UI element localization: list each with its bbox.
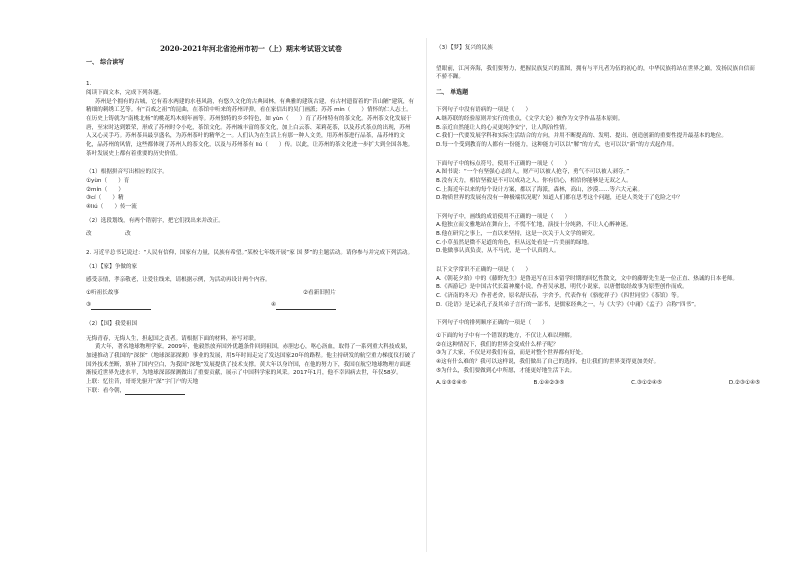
option: C.上海近年以来的每个设计方案，都以了海派，森林，高山，沙漠……等六大元素。 bbox=[436, 186, 644, 193]
activity-blanks bbox=[86, 301, 416, 310]
question-1-sub1: （1）根据拼音写出相应的汉字。 bbox=[86, 169, 168, 176]
pinyin-item: ④liú（ ）传一流 bbox=[86, 203, 137, 210]
couplet-second bbox=[86, 387, 416, 396]
sentence-item: ⑤为什么，我们要做到心中所愿，才能更好地生活下去。 bbox=[436, 367, 576, 374]
question-2: 2. 习近平总书记说过：“人民有信仰，国家有力量，民族有希望。”某校七年级开展“家 国 梦”的主题活动。请你参与并完成下列活动。 bbox=[86, 249, 414, 256]
activity-item: ②看新旧照片 bbox=[303, 289, 336, 296]
question-1-intro: 阅读下面文本，完成下列各题。 bbox=[86, 89, 165, 96]
option: C.小草虽然是微不足道的角色，但从远处看是一片美丽的绿地。 bbox=[436, 239, 593, 246]
section-heading-2: 二、 单选题 bbox=[436, 88, 469, 96]
page-title: 2020-2021年河北省沧州市初一（上）期末考试语文试卷 bbox=[160, 44, 342, 53]
reading-passage: 苏州是个拥有的古城，它有着水两建的水巷风韵，有悠久文化的古典园林，有典雅的建筑古建，有古村遗留着的“昔山陋”建筑，有精细的刺绣工艺等。有“百戏之祖”的昆曲，在茶馆中听来的苏州评弹，看在家信出的吴门画派；苏苏 mín（ ）情怀的仁人志士。在历史上铸就为“南桃北杨”的桃花坞木刻年画等。苏州独特的乡乡特色，如 yùn（ ）育了苏州特有的茶文化。苏州茶文化发展于唐，至宋时达到繁荣，形成了苏州时令小吃，茶馆文化。苏州城丰富的茶文化，加上白云茶、茉莉花茶，以及苏式茶点的出现，苏州人又心灵手巧。苏州茶具最享盛名，为苏州茶叶的精华之一。人们认为在生活上有那一种人文美，用苏州茶进行品茶，品苏州的文化，品苏州的风情，这些都体现了苏州人的茶文化，以及与苏州茶有 liú（ ）传。以此，让苏州的茶文化进一步扩大到全国各地。 bbox=[86, 98, 415, 148]
option: D.每一个受到教育的人都有一份能力，这种能力可以以“解”的方式，也可以以“新”的方式起作用。 bbox=[436, 141, 678, 148]
left-column bbox=[86, 44, 416, 395]
sentence-item: ③为了大家，不仅是对我们有益，而是对整个世界都有好处。 bbox=[436, 350, 587, 357]
sentence-item: ④这有什么难的？我可以这样说，我们做出了自己的选择，也让我们的世界变得更加美好。 bbox=[436, 359, 660, 366]
question-3: 下列句子中没有语病的一项是（ ） bbox=[436, 107, 532, 114]
answer-blank[interactable] bbox=[276, 304, 336, 310]
option: A.《朝花夕拾》中的《藤野先生》是鲁迅写在日本留学时期的回忆性散文，文中的藤野先生是一位正直、热诚的日本老师。 bbox=[436, 275, 738, 282]
question-1-sub2: （2）选段划线，有两个错别字，把它们找出来并改正。 bbox=[86, 218, 224, 225]
option: D.物质世界的发展有没有一种极端状况呢？知道人们都在思考这个问题，还是人类处于了危险之中？ bbox=[436, 195, 683, 202]
option: C.③①②④⑤ bbox=[631, 380, 662, 387]
activity-item: ③ bbox=[86, 302, 92, 309]
activity-item: ①听祖长故事 bbox=[86, 289, 119, 296]
question-4: 下面句子中的标点符号，使用不正确的一项是（ ） bbox=[436, 160, 571, 167]
question-2-sub1-text: 感受亲情，孝亲敬老，让爱往线来，请根据示例，为活动再设计两个内容。 bbox=[86, 277, 271, 284]
column-divider bbox=[426, 38, 427, 552]
question-5: 下列句子中，画线的成语使用不正确的一项是（ ） bbox=[436, 213, 571, 220]
question-1-number: 1. bbox=[86, 81, 92, 88]
couplet-second-label: 下联：看今朝， bbox=[86, 387, 126, 394]
sentence-item: ②在这种情况下，我们的世界会变成什么样子呢？ bbox=[436, 341, 559, 348]
option: B.《西游记》是中国古代长篇神魔小说，作者吴承恩，明代小说家，以唐僧取经故事为原型创作而成。 bbox=[436, 284, 688, 291]
material-paragraph: 黄大年，著名地球物理学家。2009年，他毅然放弃国外优越条件回到祖国，赤胆忠心，呕心沥血，取得了一系列重大科技成果，加速推动了我国的“深探”（地球深部探测）事业的发展，用5年时间走完了发达国家20年的路程。他主持研发的航空重力梯度仪打破了国外技术垄断，填补了国内空白，为我国“深地”发展提供了技术支撑。黄大年以身许国，在他的努力下，我国在航空地球物理方面逐渐接近世界先进水平，为地球深部探测做出了重要贡献，展示了中国科学家的风采。2017年1月，他不幸因病去世，年仅58岁。 bbox=[86, 344, 416, 377]
question-2-sub3: （3）【梦】复兴的民族 bbox=[436, 45, 493, 51]
option: B.①④②③⑤ bbox=[533, 380, 565, 387]
option: A.图书说：“一个有坚强心志的人，财产可以被人抢夺，勇气不可以被人剥夺。” bbox=[436, 169, 630, 176]
question-7: 下列句子中的排列顺序正确的一项是（ ） bbox=[436, 320, 548, 327]
question-2-sub3-text: 望眼前，江河奔海，我们要努力，把握民族复兴的蓝图，拥有与平凡者为伍的初心的，中华民族将站在世界之巅，发扬民族自信而不骄不躁。 bbox=[436, 65, 755, 81]
pinyin-item: ①yùn（ ）育 bbox=[86, 177, 130, 184]
question-6: 以下文学常识不正确的一项是（ ） bbox=[436, 267, 532, 274]
correction-blanks: 改 改 bbox=[86, 231, 131, 238]
pinyin-item: ③cí（ ）精 bbox=[86, 195, 124, 202]
option: A.他独立而文雅地站在舞台上，不慌不忙地，演技十分纯熟，不让人心醉神迷。 bbox=[436, 222, 632, 229]
couplet-first: 上联：忆往昔，哥哥先驱开“深”字门户的天地 bbox=[86, 379, 199, 386]
question-2-sub2-text: 无悔青春，无悔人生，担起国之责者。请根据下面的材料，补写对联。 bbox=[86, 335, 260, 342]
answer-blank[interactable] bbox=[91, 304, 151, 310]
sentence-item: ①下面的句子中有一个错误的地方，不仅让人难以理解。 bbox=[436, 333, 576, 340]
activity-item: ④ bbox=[270, 302, 276, 309]
option: D.他做事认真负责，从不马虎，是一个认真的人。 bbox=[436, 248, 560, 255]
option: B.没有天力，相信坚毅是不可以成功之人。你有信心，相信你能够是无双之人。 bbox=[436, 177, 632, 184]
option: B.他在研究之事上，一直以来坚持，这是一次关于人文学的研究。 bbox=[436, 231, 599, 238]
answer-blank[interactable] bbox=[125, 389, 185, 395]
option: D.②③①④⑤ bbox=[728, 380, 760, 387]
section-heading-1: 一、 综合读写 bbox=[86, 59, 125, 66]
option: C.我们一代要发展学科和实际生活结合的方向，并用不断提高的、发明、提出、创造创新的重要性提升最基本的地位。 bbox=[436, 133, 727, 140]
question-2-sub1: （1）【家】争做的家 bbox=[86, 264, 138, 271]
option: D.《论语》是记录孔子及其弟子言行的一部书，是儒家经典之一，与《大学》《中庸》《孟子》合称“四书”。 bbox=[436, 301, 700, 308]
activity-options bbox=[86, 289, 416, 298]
option: A.继苏联的经验原则并实行的重点，《文学大论》被作为文学作品基本原则。 bbox=[436, 115, 624, 122]
reading-passage-end: 茶叶发展史上都有着重要的历史价值。 bbox=[86, 150, 182, 157]
option: B.亲近自然能让人的心灵更纯净安宁，让人陶冶性情。 bbox=[436, 124, 571, 131]
pinyin-item: ②mín（ ） bbox=[86, 186, 124, 193]
question-7-options bbox=[436, 379, 760, 388]
right-column bbox=[436, 44, 760, 388]
option: A.①③②④⑤ bbox=[436, 380, 467, 387]
option: C.《济南的冬天》作者老舍，原名舒庆春，字舍予，代表作有《骆驼祥子》《四世同堂》《茶馆》等。 bbox=[436, 293, 683, 300]
question-2-sub2: （2）【国】我爱祖国 bbox=[86, 321, 138, 328]
